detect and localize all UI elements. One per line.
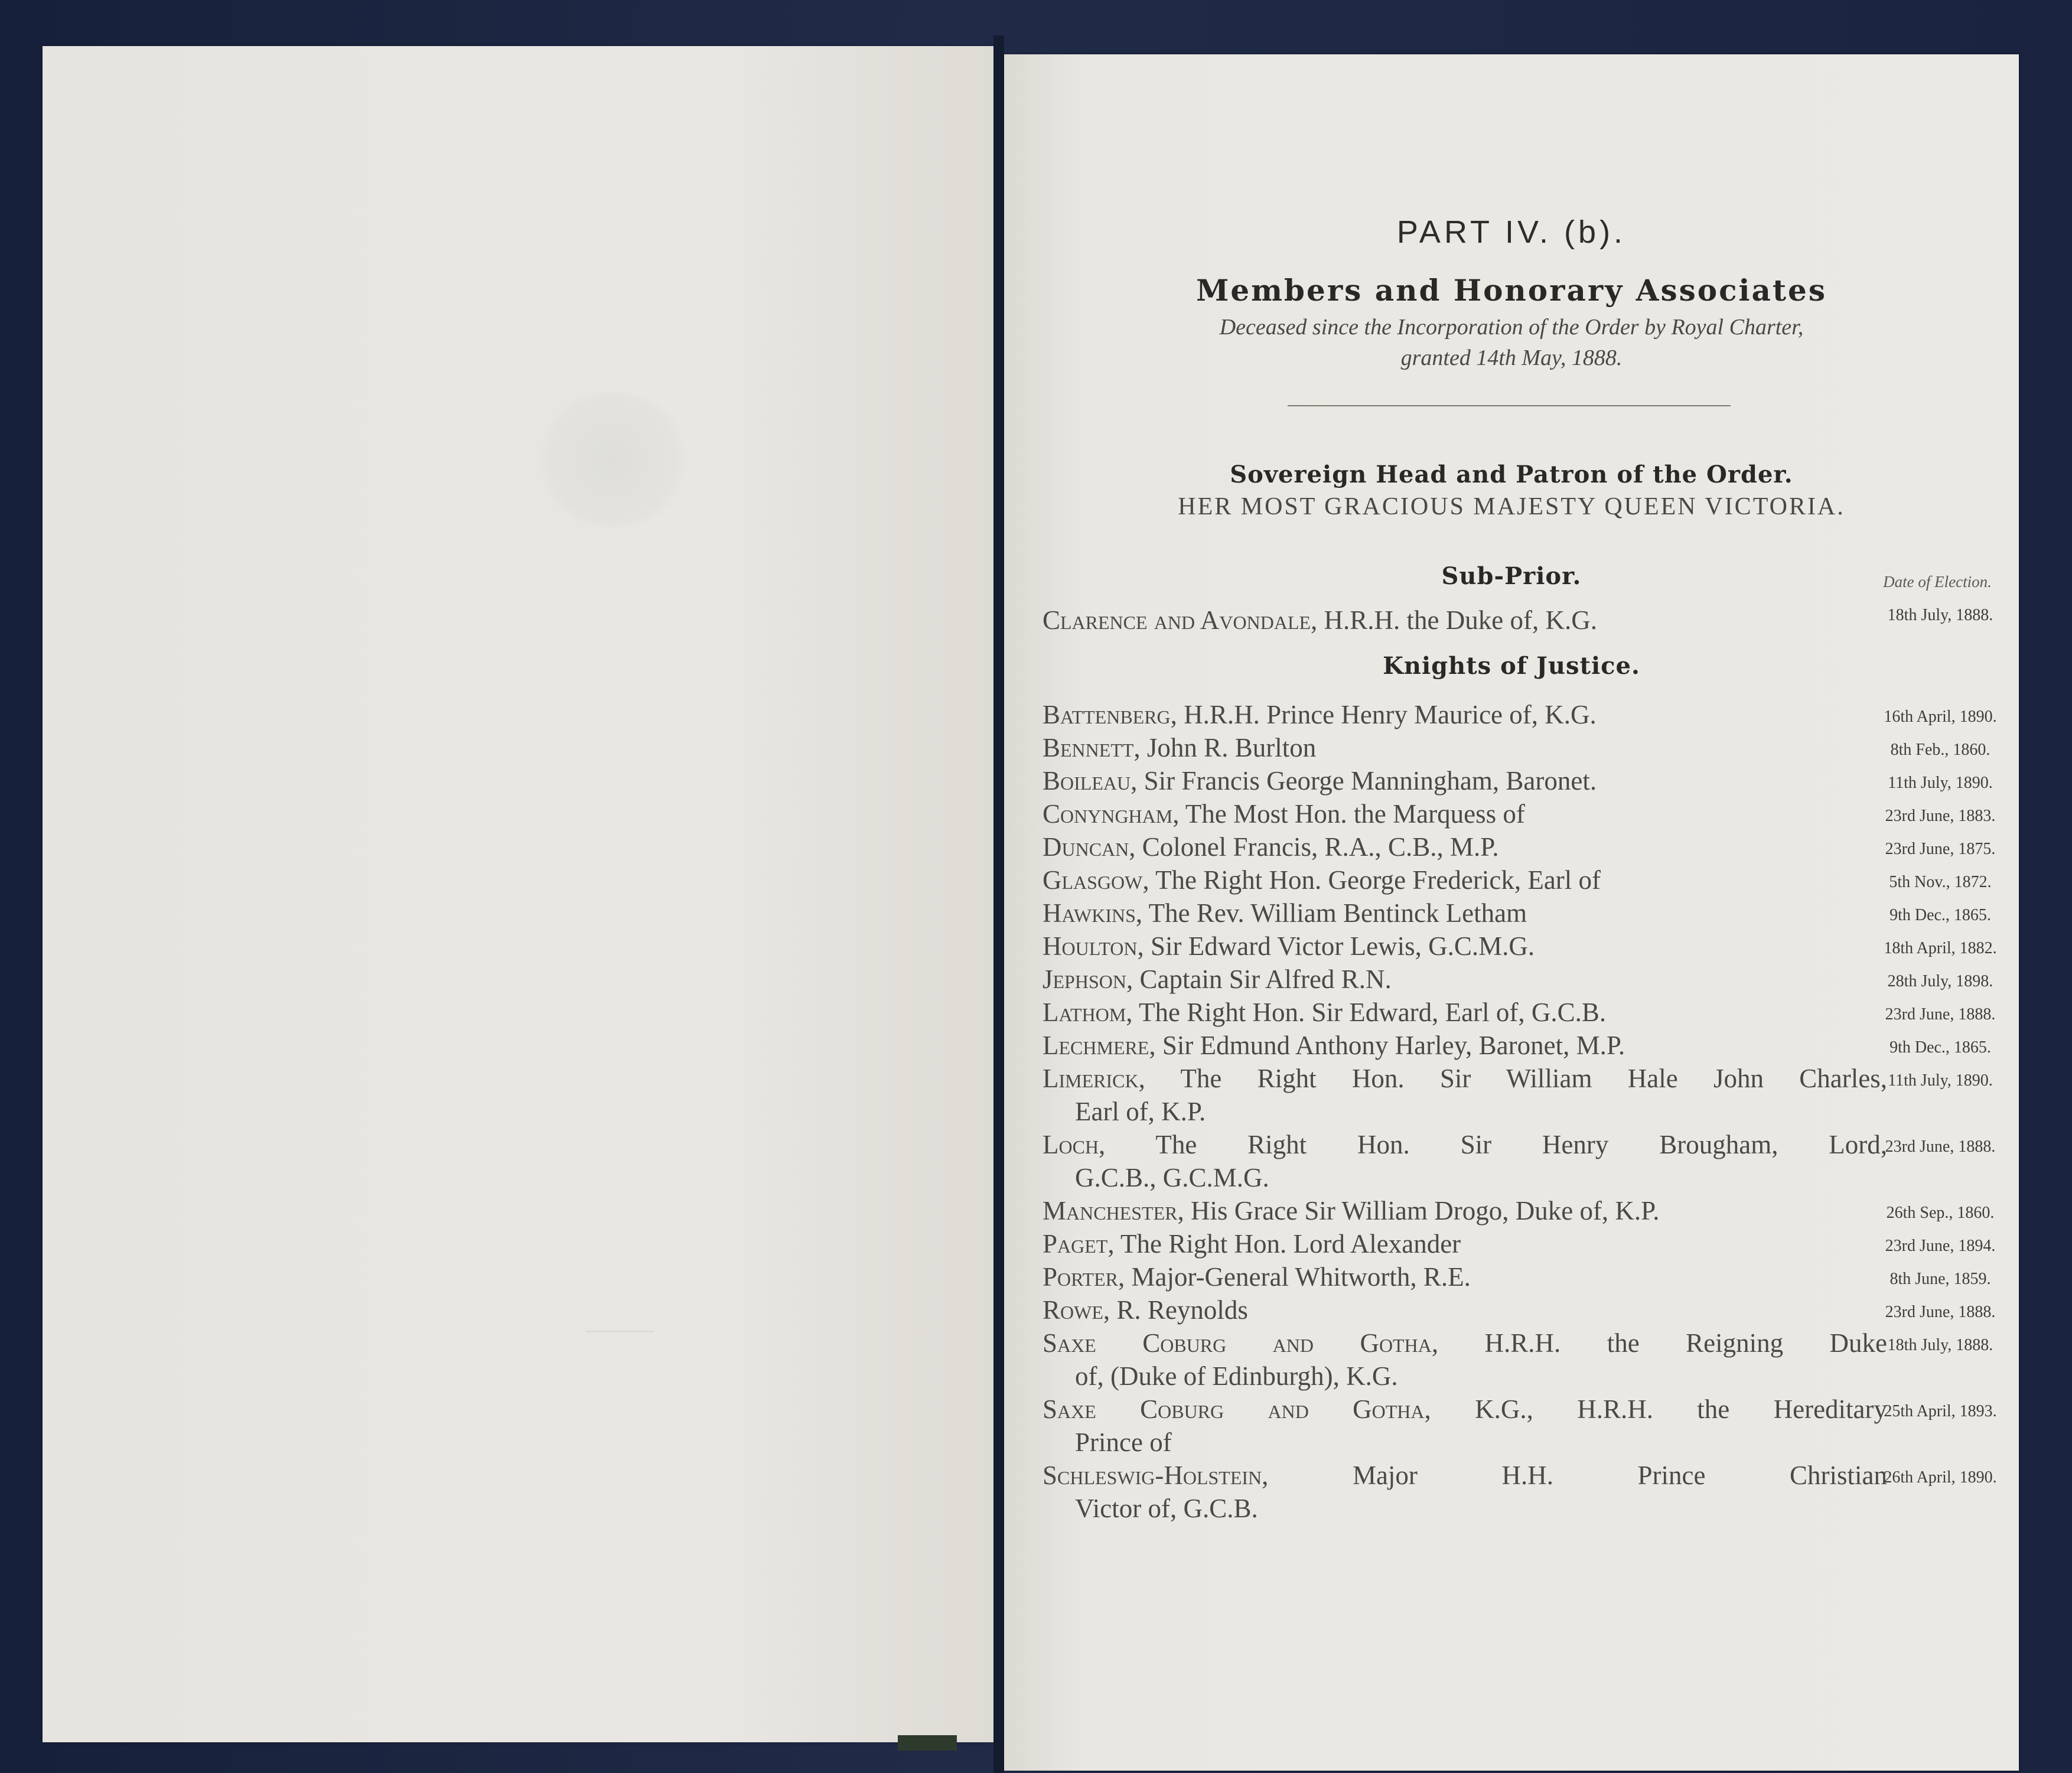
- entry-description: H.R.H. Prince Henry Maurice of, K.G.: [1184, 700, 1597, 729]
- election-date: 23rd June, 1894.: [1885, 1237, 1996, 1255]
- entry-line: [1042, 764, 1887, 797]
- entry-description: Major H.H. Prince Christian: [1352, 1461, 1887, 1490]
- election-date: 16th April, 1890.: [1884, 708, 1997, 726]
- entry-line: [1042, 1293, 1887, 1327]
- entry-description: John R. Burlton: [1146, 733, 1317, 762]
- entry-continuation: G.C.B., G.C.M.G.: [1075, 1163, 1269, 1192]
- entry-description: Captain Sir Alfred R.N.: [1139, 964, 1392, 994]
- entry-surname: Rowe,: [1042, 1295, 1110, 1325]
- bleed-through-emblem: [533, 392, 692, 527]
- entry-surname: Loch,: [1042, 1130, 1106, 1159]
- election-date: 18th July, 1888.: [1887, 1336, 1993, 1354]
- sub-prior-date: 18th July, 1888.: [1887, 606, 1993, 624]
- part-title: PART IV. (b).: [1396, 214, 1627, 250]
- knight-entry: [1042, 1393, 1887, 1459]
- entry-description: His Grace Sir William Drogo, Duke of, K.P.: [1190, 1196, 1660, 1226]
- entry-description: The Rev. William Bentinck Letham: [1148, 898, 1527, 928]
- entry-description: R. Reynolds: [1116, 1295, 1248, 1325]
- knight-entry: [1042, 897, 1887, 930]
- entry-description: The Right Hon. George Frederick, Earl of: [1155, 865, 1601, 895]
- entry-surname: Hawkins,: [1042, 898, 1143, 928]
- entry-description: Sir Edmund Anthony Harley, Baronet, M.P.: [1162, 1031, 1625, 1060]
- entry-continuation: Earl of, K.P.: [1075, 1097, 1206, 1126]
- entry-line: [1042, 1194, 1887, 1227]
- entry-surname: Schleswig-Holstein,: [1042, 1461, 1269, 1490]
- election-date: 18th April, 1882.: [1884, 939, 1997, 957]
- entry-description: The Right Hon. Sir William Hale John Charles,: [1180, 1064, 1887, 1093]
- entry-line: [1042, 1459, 1887, 1492]
- knight-entry: [1042, 797, 1887, 830]
- knights-of-justice-heading: Knights of Justice.: [1383, 652, 1640, 680]
- entry-line: [1042, 797, 1887, 830]
- subtitle-line-1: Deceased since the Incorporation of the Order by Royal Charter,: [1219, 315, 1804, 340]
- entry-line: [1042, 1393, 1887, 1426]
- entry-surname: Houlton,: [1042, 931, 1144, 961]
- date-of-election-label: Date of Election.: [1883, 573, 1992, 591]
- entry-surname: Clarence and Avondale,: [1042, 605, 1318, 635]
- entry-surname: Duncan,: [1042, 832, 1136, 862]
- election-date: 11th July, 1890.: [1888, 774, 1993, 792]
- knight-entry: [1042, 830, 1887, 863]
- entry-surname: Saxe Coburg and Gotha,: [1042, 1394, 1431, 1424]
- knight-entry: [1042, 1062, 1887, 1128]
- knight-entry: [1042, 1194, 1887, 1227]
- entry-description: The Most Hon. the Marquess of: [1185, 799, 1525, 829]
- knight-entry: [1042, 1327, 1887, 1393]
- entry-description: H.R.H. the Duke of, K.G.: [1324, 605, 1597, 635]
- entry-description: The Right Hon. Lord Alexander: [1120, 1229, 1461, 1259]
- entry-description: Major-General Whitworth, R.E.: [1131, 1262, 1471, 1292]
- entry-surname: Manchester,: [1042, 1196, 1184, 1226]
- entry-line: [1042, 830, 1887, 863]
- entry-surname: Glasgow,: [1042, 865, 1149, 895]
- entry-line: [1042, 1062, 1887, 1095]
- entry-description: Colonel Francis, R.A., C.B., M.P.: [1142, 832, 1499, 862]
- entry-description: K.G., H.R.H. the Hereditary: [1475, 1394, 1888, 1424]
- election-date: 23rd June, 1883.: [1885, 807, 1996, 825]
- entry-surname: Porter,: [1042, 1262, 1125, 1292]
- entry-surname: Saxe Coburg and Gotha,: [1042, 1328, 1439, 1358]
- entry-line: [1042, 731, 1887, 764]
- election-date: 9th Dec., 1865.: [1889, 1038, 1991, 1057]
- knight-entry: [1042, 996, 1887, 1029]
- entry-surname: Limerick,: [1042, 1064, 1145, 1093]
- knight-entry: [1042, 1260, 1887, 1293]
- entry-description: Sir Francis George Manningham, Baronet.: [1143, 766, 1597, 796]
- right-page: [1004, 54, 2019, 1771]
- entry-surname: Conyngham,: [1042, 799, 1180, 829]
- entry-description: H.R.H. the Reigning Duke: [1484, 1328, 1888, 1358]
- sub-prior-heading: Sub-Prior.: [1441, 562, 1582, 590]
- election-date: 8th Feb., 1860.: [1890, 741, 1990, 759]
- bleed-through-rule: [586, 1331, 654, 1332]
- entry-continuation: Victor of, G.C.B.: [1075, 1494, 1258, 1523]
- election-date: 9th Dec., 1865.: [1889, 906, 1991, 924]
- entry-line: [1042, 1227, 1887, 1260]
- book-gutter: [993, 35, 1004, 1773]
- entry-surname: Battenberg,: [1042, 700, 1177, 729]
- entry-line: [1042, 930, 1887, 963]
- election-date: 8th June, 1859.: [1889, 1270, 1991, 1288]
- knight-entry: [1042, 1029, 1887, 1062]
- entry-line: [1042, 897, 1887, 930]
- entry-description: Sir Edward Victor Lewis, G.C.M.G.: [1151, 931, 1535, 961]
- entry-line: [1042, 1029, 1887, 1062]
- knight-entry: [1042, 1128, 1887, 1194]
- election-date: 28th July, 1898.: [1887, 972, 1993, 990]
- knight-entry: [1042, 1459, 1887, 1525]
- entry-description: The Right Hon. Sir Henry Brougham, Lord,: [1155, 1130, 1888, 1159]
- entry-continuation: Prince of: [1075, 1427, 1172, 1457]
- election-date: 26th Sep., 1860.: [1886, 1204, 1995, 1222]
- election-date: 23rd June, 1875.: [1885, 840, 1996, 858]
- section-divider: [1288, 405, 1731, 406]
- entry-line: [1042, 996, 1887, 1029]
- entry-line: [1042, 1128, 1887, 1161]
- knight-entry: [1042, 1293, 1887, 1327]
- sovereign-name: HER MOST GRACIOUS MAJESTY QUEEN VICTORIA.: [1178, 493, 1845, 520]
- sub-prior-entry: [1042, 604, 1887, 637]
- election-date: 23rd June, 1888.: [1885, 1303, 1996, 1321]
- entry-line: [1042, 963, 1887, 996]
- entry-line: [1042, 1327, 1887, 1360]
- entry-surname: Jephson,: [1042, 964, 1133, 994]
- subtitle-line-2: granted 14th May, 1888.: [1400, 346, 1623, 370]
- election-date: 5th Nov., 1872.: [1889, 873, 1992, 891]
- entry-description: The Right Hon. Sir Edward, Earl of, G.C.B.: [1138, 998, 1607, 1027]
- sovereign-heading: Sovereign Head and Patron of the Order.: [1230, 461, 1793, 488]
- election-date: 23rd June, 1888.: [1885, 1138, 1996, 1156]
- knight-entry: [1042, 731, 1887, 764]
- left-page: [43, 46, 993, 1742]
- election-date: 23rd June, 1888.: [1885, 1005, 1996, 1024]
- knight-entry: [1042, 930, 1887, 963]
- main-heading: Members and Honorary Associates: [1195, 273, 1827, 308]
- entry-continuation: of, (Duke of Edinburgh), K.G.: [1075, 1361, 1398, 1391]
- entry-line: [1042, 863, 1887, 897]
- knight-entry: [1042, 764, 1887, 797]
- entry-line: [1042, 698, 1887, 731]
- election-date: 26th April, 1890.: [1884, 1468, 1997, 1487]
- entry-surname: Paget,: [1042, 1229, 1115, 1259]
- knight-entry: [1042, 1227, 1887, 1260]
- election-date: 25th April, 1893.: [1884, 1402, 1997, 1420]
- entry-surname: Boileau,: [1042, 766, 1138, 796]
- knight-entry: [1042, 863, 1887, 897]
- spine-cloth: [898, 1735, 957, 1751]
- entry-line: [1042, 1260, 1887, 1293]
- election-date: 11th July, 1890.: [1888, 1071, 1993, 1090]
- knight-entry: [1042, 963, 1887, 996]
- knight-entry: [1042, 698, 1887, 731]
- entry-surname: Bennett,: [1042, 733, 1141, 762]
- entry-surname: Lechmere,: [1042, 1031, 1156, 1060]
- entry-surname: Lathom,: [1042, 998, 1133, 1027]
